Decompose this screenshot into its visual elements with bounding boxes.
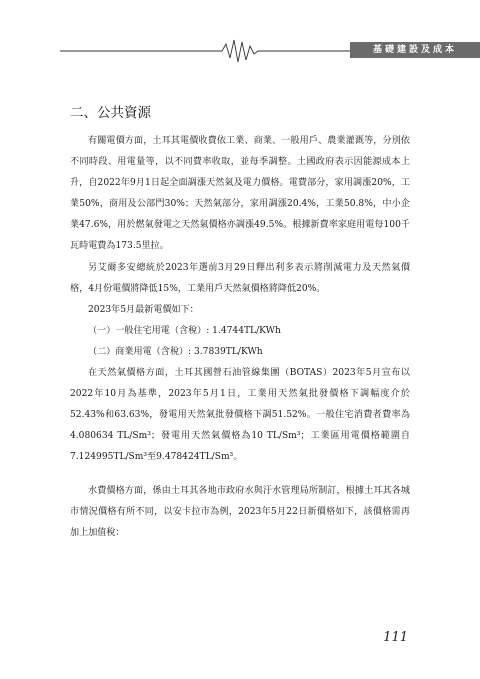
body-text	[70, 131, 410, 544]
paragraph-price-cut: 另艾爾多安總統於2023年選前3月29日釋出利多表示將削減電力及天然氣價格，4月份電價將降低15%，工業用戶天然氣價格將降低20%。	[70, 262, 410, 294]
paragraph-latest-prices-intro: 2023年5月最新電價如下：	[88, 304, 199, 315]
header-chapter-label: 基礎建設及成本	[350, 42, 480, 58]
list-item-commercial: （二）商業用電（含稅）: 3.7839TL/KWh	[88, 346, 263, 357]
paragraph-gas-prices: 在天然氣價格方面，土耳其國營石油管線集團（BOTAS）2023年5月宣布以2022年10月為基準，2023年5月1日，工業用天然氣批發價格下調幅度介於52.43%和63.63%，發電用天然氣批發價格下調51.52%。一般住宅消費者費率為4.080634 TL/Sm³；發電用天然氣價格為10 TL/Sm³；工業區用電價格範圍自7.124995TL/Sm³至9.478424TL/Sm³。	[70, 368, 410, 463]
paragraph-water-prices: 水費價格方面，係由土耳其各地市政府水與汙水管理局所制訂，根據土耳其各城市情況價格有所不同，以安卡拉市為例，2023年5月22日新價格如下，該價格需再加上加值稅：	[70, 485, 410, 538]
running-header	[60, 36, 457, 66]
list-item-residential: （一）一般住宅用電（含稅）: 1.4744TL/KWh	[88, 325, 281, 336]
paragraph-electricity-prices: 有關電價方面，土耳其電價收費依工業、商業、一般用戶、農業灌溉等，分別依不同時段、用電量等，以不同費率收取，並每季調整。土國政府表示因能源成本上升，自2022年9月1日起全面調漲天然氣及電力價格。電費部分，家用調漲20%，工業50%，商用及公部門30%；天然氣部分，家用調漲20.4%，工業50.8%，中小企業47.6%，用於燃氣發電之天然氣價格亦調漲49.5%。根據新費率家庭用電每100千瓦時電費為173.5里拉。	[70, 136, 410, 252]
page-number: 111	[383, 630, 408, 645]
section-title: 二、公共資源	[70, 105, 151, 121]
